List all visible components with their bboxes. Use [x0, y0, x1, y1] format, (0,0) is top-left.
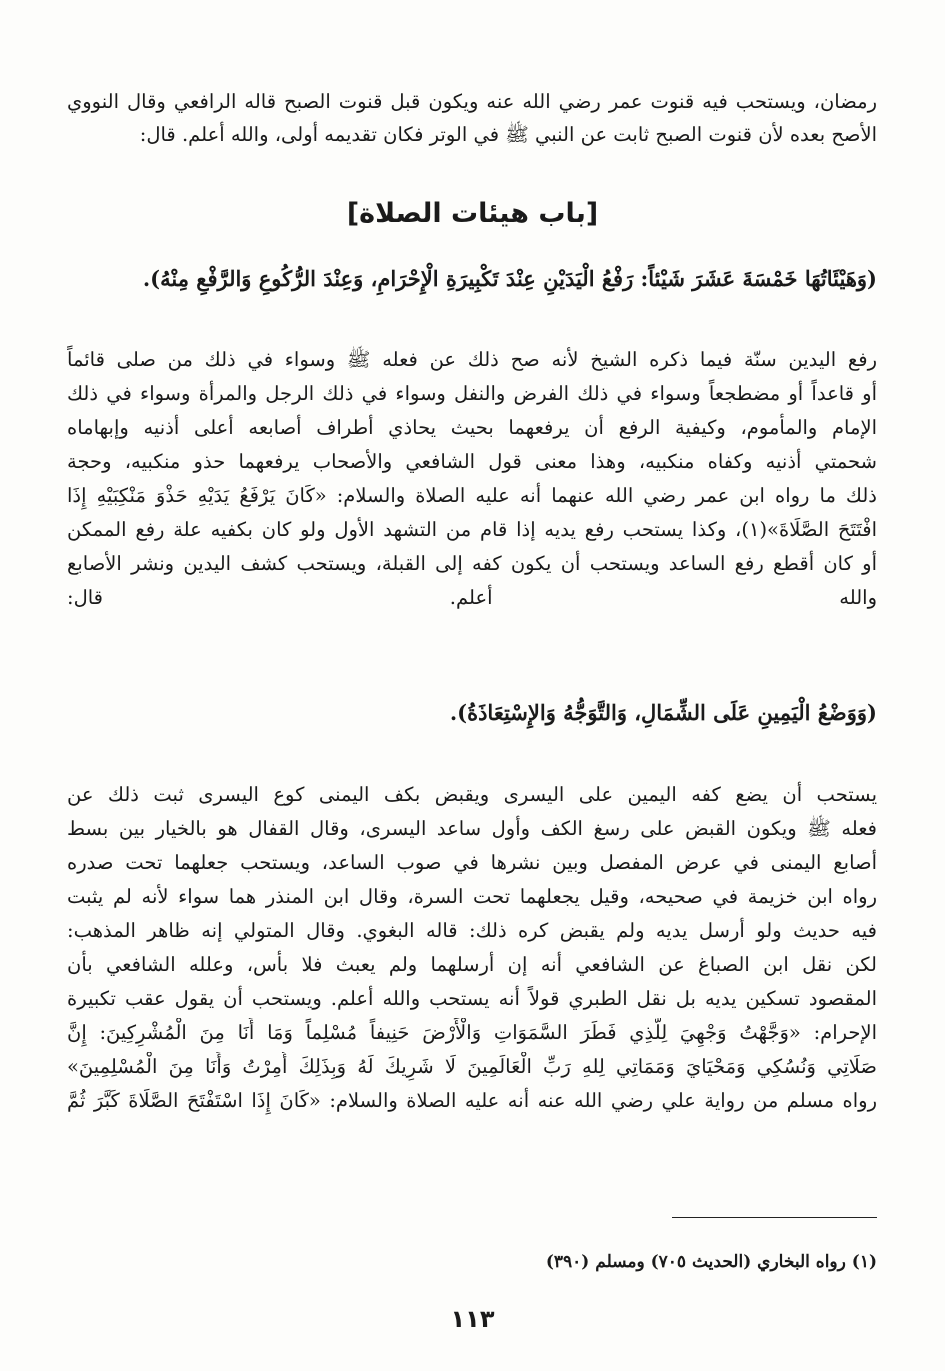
para1-line-2: أو قاعداً أو مضطجعاً وسواء في ذلك الفرض والنفل وسواء في ذلك الرجل والمرأة وسواء في ذلك [67, 382, 877, 405]
para1-line-4: شحمتي أذنيه وكفاه منكبيه، وهذا معنى قول الشافعي والأصحاب يرفعهما حذو منكبيه، وحجة [67, 450, 877, 473]
section-title: [باب هيئات الصلاة] [346, 198, 599, 229]
intro-line-1: رمضان، ويستحب فيه قنوت عمر رضي الله عنه ويكون قبل قنوت الصبح قاله الرافعي وقال النووي [67, 90, 877, 113]
para2-line-1: يستحب أن يضع كفه اليمين على اليسرى ويقبض بكف اليمنى كوع اليسرى ثبت ذلك عن [67, 783, 877, 806]
para2-line-6: لكن نقل ابن الصباغ عن الشافعي أنه إن أرسلهما ولم يعبث فلا بأس، وعلله الشافعي بأن [67, 953, 877, 976]
footnote: (١) رواه البخاري (الحديث ٧٠٥) ومسلم (٣٩٠) [545, 1252, 877, 1272]
footnote-divider [672, 1217, 877, 1218]
para2-line-5: فيه حديث ولو أرسل يديه ولم يقبض كره ذلك: قاله البغوي. وقال المتولي إنه ظاهر المذهب: [67, 919, 877, 942]
para1-line-8: والله أعلم. قال: [67, 586, 877, 609]
para1-line-7: أو كان أقطع رفع الساعد ويستحب أن يكون كفه إلى القبلة، ويستحب كشف اليدين ونشر الأصابع [67, 552, 877, 575]
matn-heading-2: (وَوَضْعُ الْيَمِينِ عَلَى الشِّمَالِ، وَالتَّوَجُّهُ وَالإِسْتِعَاذَةُ). [449, 700, 877, 725]
intro-line-2: الأصح بعده لأن قنوت الصبح ثابت عن النبي ﷺ في الوتر فكان تقديمه أولى، والله أعلم. قال: [139, 123, 877, 146]
para2-line-3: أصابع اليمنى في عرض المفصل وبين نشرها في صوب الساعد، ويستحب جعلهما تحت صدره [67, 851, 877, 874]
para1-line-6: افْتَتَحَ الصَّلَاةَ»(١)، وكذا يستحب رفع يديه إذا قام من التشهد الأول ولو كان بكفيه علة رفع الممكن [67, 518, 877, 541]
para1-line-10 [67, 638, 877, 670]
para1-line-1: رفع اليدين سنّة فيما ذكره الشيخ لأنه صح ذلك عن فعله ﷺ وسواء في ذلك من صلى قائماً [67, 348, 877, 371]
para2-line-4: رواه ابن خزيمة في صحيحه، وقيل يجعلهما تحت السرة، وقال ابن المنذر هما سواء لأنه لم يثبت [67, 885, 877, 908]
para2-line-7: المقصود تسكين يديه بل نقل الطبري قولاً أنه يستحب والله أعلم. ويستحب أن يقول عقب تكبيرة [67, 987, 877, 1010]
para1-line-5: ذلك ما رواه ابن عمر رضي الله عنهما أنه عليه الصلاة والسلام: «كَانَ يَرْفَعُ يَدَيْهِ حَذْوَ مَنْكِبَيْهِ إِذَا [67, 484, 877, 507]
para1-line-3: الإمام والمأموم، وكيفية الرفع أن يرفعهما بحيث يحاذي أطراف أصابعه أعلى أذنيه وإبهاماه [67, 416, 877, 439]
matn-heading-1: (وَهَيْئَاتُهَا خَمْسَةَ عَشَرَ شَيْئاً: رَفْعُ الْيَدَيْنِ عِنْدَ تَكْبِيرَةِ الْإِحْرَامِ، وَعِنْدَ الرُّكُوعِ وَالرَّفْعِ مِنْهُ). [142, 266, 877, 291]
para2-line-10: رواه مسلم من رواية علي رضي الله عنه أنه عليه الصلاة والسلام: «كَانَ إِذَا اسْتَفْتَحَ الصَّلَاةَ كَبَّرَ ثُمَّ [67, 1089, 877, 1112]
para2-line-9: صَلَاتِي وَنُسُكِي وَمَحْيَايَ وَمَمَاتِي لِلهِ رَبِّ الْعَالَمِينَ لَا شَرِيكَ لَهُ وَبِذَلِكَ أُمِرْتُ وَأَنَا مِنَ الْمُسْلِمِينَ» [67, 1055, 877, 1078]
page-number: ١١٣ [450, 1305, 495, 1333]
para2-line-8: الإحرام: «وَجَّهْتُ وَجْهِيَ لِلَّذِي فَطَرَ السَّمَوَاتِ وَالْأَرْضَ حَنِيفاً مُسْلِماً وَمَا أَنَا مِنَ الْمُشْرِكِينَ: إِنَّ [67, 1021, 877, 1044]
para2-line-2: فعله ﷺ ويكون القبض على رسغ الكف وأول ساعد اليسرى، وقال القفال هو بالخيار بين بسط [67, 817, 877, 840]
